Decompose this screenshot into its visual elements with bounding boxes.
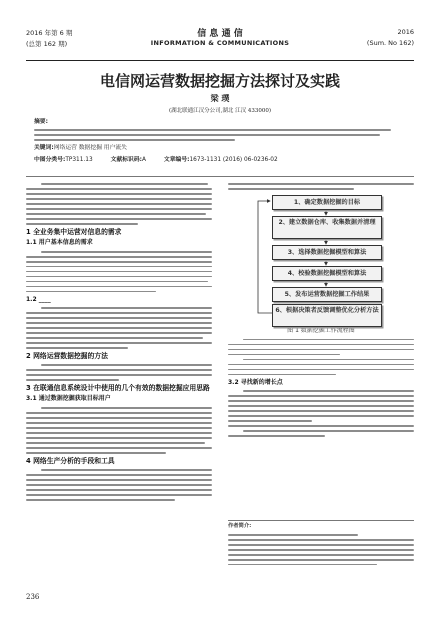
section-4-lines — [26, 469, 212, 501]
right-column — [228, 180, 414, 440]
clc-label: 中图分类号: — [34, 157, 66, 163]
section-1-heading: 1 全业务集中运营对信息的需求 — [26, 228, 122, 237]
workflow-step-2: 2、建立数据仓库、收集数据并清理 — [272, 216, 382, 239]
workflow-step-4: 4、校验数据挖掘模型和算法 — [272, 266, 382, 281]
abstract — [34, 118, 406, 153]
workflow-step-5: 5、发布运营数据挖掘工作结果 — [272, 287, 382, 302]
sum-number: (Sum. No 162) — [366, 39, 414, 47]
section-4-continuation-lines — [228, 425, 414, 437]
article-field — [164, 156, 278, 164]
figure-caption: 图 1 数据挖掘工作流程图 — [287, 327, 355, 335]
section-3-2-lines — [228, 390, 414, 422]
abstract-label: 摘要: — [34, 119, 48, 125]
section-1-2-lines — [26, 307, 212, 349]
left-column — [26, 180, 212, 504]
doc-value: A — [141, 157, 146, 163]
section-1-1-lines — [26, 251, 212, 293]
footnote-label: 作者简介: — [228, 523, 252, 529]
page-number: 236 — [26, 593, 40, 601]
doc-label: 文献标识码: — [110, 157, 142, 163]
clc-value: TP311.13 — [65, 157, 93, 163]
abstract-divider — [26, 176, 414, 177]
workflow-step-1: 1、确定数据挖掘的目标 — [272, 195, 382, 210]
workflow-figure — [228, 193, 414, 325]
feedback-arrow — [258, 201, 272, 313]
clc-field — [34, 156, 93, 164]
journal-title-en: INFORMATION & COMMUNICATIONS — [150, 39, 290, 47]
abstract-unreadable-lines — [34, 129, 406, 141]
paper-title: 电信网运营数据挖掘方法探讨及实践 — [99, 72, 340, 90]
section-2-heading: 2 网络运营数据挖掘的方法 — [26, 352, 108, 361]
keywords-label: 关键词: — [34, 145, 54, 152]
intro-lines — [26, 183, 212, 225]
article-label: 文章编号: — [163, 157, 190, 163]
article-value: 1673-1131 (2016) 06-0236-02 — [189, 157, 278, 163]
workflow-step-6: 6、根据决策者反馈调整优化分析方法 — [272, 304, 382, 327]
keywords-text: 网络运营 数据挖掘 用户流失 — [53, 145, 127, 152]
author: 梁 璞 — [210, 93, 230, 103]
keywords — [34, 144, 406, 152]
section-3-1-lines — [26, 407, 212, 454]
total-issue: (总第 162 期) — [26, 40, 68, 48]
right-top-lines — [228, 183, 414, 190]
right-after-figure-lines-2 — [228, 359, 414, 376]
doc-field — [111, 156, 146, 164]
running-header — [26, 24, 414, 61]
footnote-lines — [228, 534, 414, 566]
right-after-figure-lines — [228, 339, 414, 356]
section-1-2-heading: 1.2 ____ — [26, 295, 51, 303]
section-3-heading: 3 在联通信息系统设计中使用的几个有效的数据挖掘应用思路 — [26, 384, 210, 393]
year: 2016 — [397, 28, 414, 36]
section-4-heading: 4 网络生产分析的手段和工具 — [26, 456, 115, 465]
journal-title-cn: 信 息 通 信 — [197, 29, 243, 39]
author-footnote — [228, 520, 414, 569]
section-3-1-heading: 3.1 通过数据挖掘获取目标用户 — [26, 395, 111, 403]
classification-meta — [34, 156, 406, 164]
section-1-1-heading: 1.1 用户基本信息的需求 — [26, 239, 93, 247]
section-3-2-heading: 3.2 寻找新的增长点 — [228, 378, 283, 386]
issue-number: 2016 年第 6 期 — [26, 29, 73, 37]
affiliation: (湖北联通江汉分公司,湖北 江汉 433000) — [168, 108, 272, 114]
workflow-step-3: 3、选择数据挖掘模型和算法 — [272, 245, 382, 260]
section-2-lines — [26, 364, 212, 381]
